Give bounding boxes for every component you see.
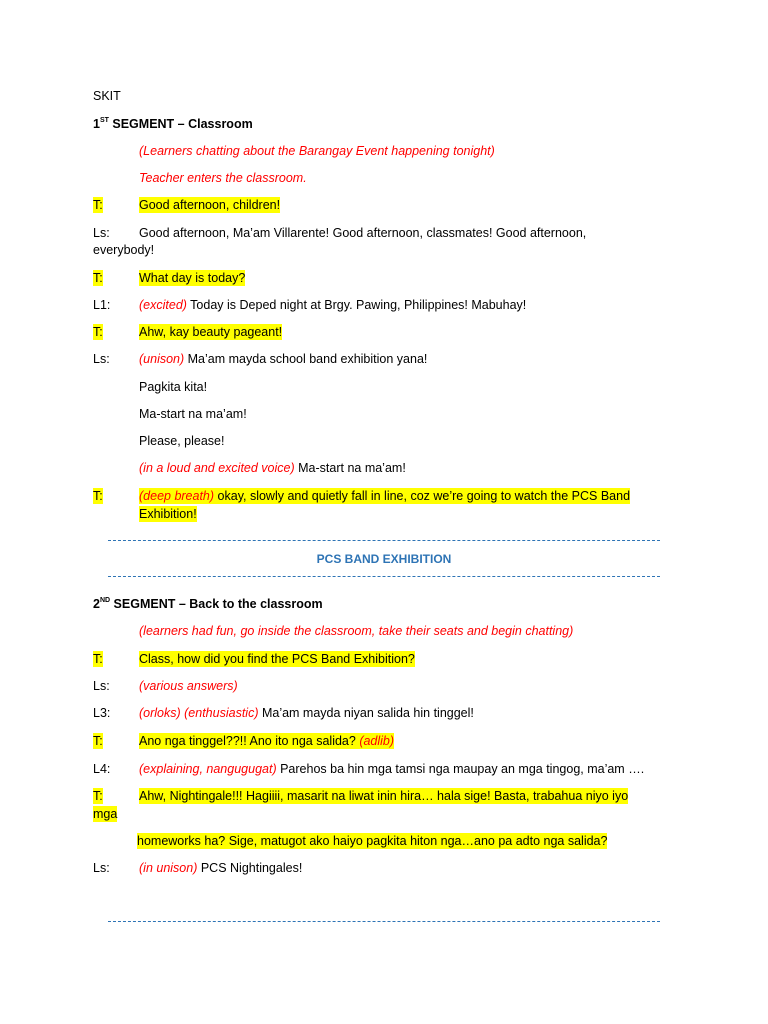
dialogue-line: Good afternoon, Ma’am Villarente! Good afternoon, classmates! Good afternoon, xyxy=(139,226,587,240)
dialogue-line xyxy=(139,460,406,476)
dialogue-line xyxy=(139,351,427,367)
segment-1-heading xyxy=(93,116,253,132)
dialogue-line: Please, please! xyxy=(139,434,225,448)
speaker-label: Ls: xyxy=(93,352,110,366)
dashed-divider xyxy=(108,576,660,577)
speaker-label: T: xyxy=(93,489,103,503)
dialogue-line: Ahw, Nightingale!!! Hagiiii, masarit na liwat inin hira… hala sige! Basta, trabahua niyo iyo xyxy=(139,789,629,803)
stage-direction: (deep breath) xyxy=(139,489,215,503)
dialogue-text: Parehos ba hin mga tamsi nga maupay an mga tingog, ma’am …. xyxy=(276,762,645,776)
interlude-title: PCS BAND EXHIBITION xyxy=(316,552,452,566)
skit-title: SKIT xyxy=(93,89,121,103)
speaker-label: Ls: xyxy=(93,861,110,875)
stage-direction: (learners had fun, go inside the classroom, take their seats and begin chatting) xyxy=(139,624,574,638)
stage-direction: (in unison) xyxy=(139,861,198,875)
stage-direction: (explaining, nangugugat) xyxy=(139,762,277,776)
speaker-label: T: xyxy=(93,198,103,212)
dialogue-line xyxy=(139,705,474,721)
segment-ordinal: ST xyxy=(99,117,109,124)
stage-direction: (various answers) xyxy=(139,679,238,693)
dialogue-line: Pagkita kita! xyxy=(139,380,208,394)
dashed-divider xyxy=(108,540,660,541)
dialogue-line-continued: everybody! xyxy=(93,243,155,257)
stage-direction: (unison) xyxy=(139,352,185,366)
dialogue-line: Class, how did you find the PCS Band Exhibition? xyxy=(139,652,415,666)
dialogue-text: Ma’am mayda school band exhibition yana! xyxy=(184,352,428,366)
segment-title: SEGMENT – Classroom xyxy=(108,117,253,131)
speaker-label: T: xyxy=(93,789,103,803)
dialogue-line xyxy=(139,297,526,313)
dialogue-text: okay, slowly and quietly fall in line, coz we’re going to watch the PCS Band xyxy=(214,489,631,503)
dialogue-line: Good afternoon, children! xyxy=(139,198,281,212)
dialogue-line xyxy=(139,761,644,777)
stage-direction: (in a loud and excited voice) xyxy=(139,461,295,475)
speaker-label: L1: xyxy=(93,298,111,312)
speaker-label: T: xyxy=(93,734,103,748)
dialogue-line xyxy=(139,488,630,504)
speaker-label: T: xyxy=(93,271,103,285)
dialogue-line-continued: homeworks ha? Sige, matugot ako haiyo pagkita hiton nga…ano pa adto nga salida? xyxy=(137,834,608,848)
stage-direction: (orloks) (enthusiastic) xyxy=(139,706,259,720)
speaker-label: L3: xyxy=(93,706,111,720)
stage-direction: (Learners chatting about the Barangay Event happening tonight) xyxy=(139,144,495,158)
dialogue-line: Ma-start na ma’am! xyxy=(139,407,247,421)
speaker-label: Ls: xyxy=(93,679,110,693)
segment-ordinal: ND xyxy=(99,597,111,604)
segment-2-heading xyxy=(93,596,323,612)
dialogue-text: Ma’am mayda niyan salida hin tinggel! xyxy=(258,706,474,720)
dialogue-line xyxy=(139,860,302,876)
segment-title: SEGMENT – Back to the classroom xyxy=(110,597,323,611)
dialogue-line: What day is today? xyxy=(139,271,246,285)
dialogue-line: Ahw, kay beauty pageant! xyxy=(139,325,283,339)
speaker-label: T: xyxy=(93,652,103,666)
dialogue-text: Today is Deped night at Brgy. Pawing, Philippines! Mabuhay! xyxy=(186,298,527,312)
dialogue-text: PCS Nightingales! xyxy=(197,861,303,875)
stage-direction: (excited) xyxy=(139,298,187,312)
segment-number: 1 xyxy=(93,117,100,131)
segment-number: 2 xyxy=(93,597,100,611)
dialogue-line xyxy=(139,733,394,749)
dialogue-line-continued: Exhibition! xyxy=(139,507,197,521)
dialogue-text: Ma-start na ma’am! xyxy=(294,461,406,475)
speaker-label: T: xyxy=(93,325,103,339)
dashed-divider xyxy=(108,921,660,922)
speaker-label: L4: xyxy=(93,762,111,776)
dialogue-line-continued: mga xyxy=(93,807,118,821)
speaker-label: Ls: xyxy=(93,226,110,240)
dialogue-text: Ano nga tinggel??!! Ano ito nga salida? xyxy=(139,734,360,748)
stage-direction: (adlib) xyxy=(359,734,395,748)
stage-direction: Teacher enters the classroom. xyxy=(139,171,307,185)
